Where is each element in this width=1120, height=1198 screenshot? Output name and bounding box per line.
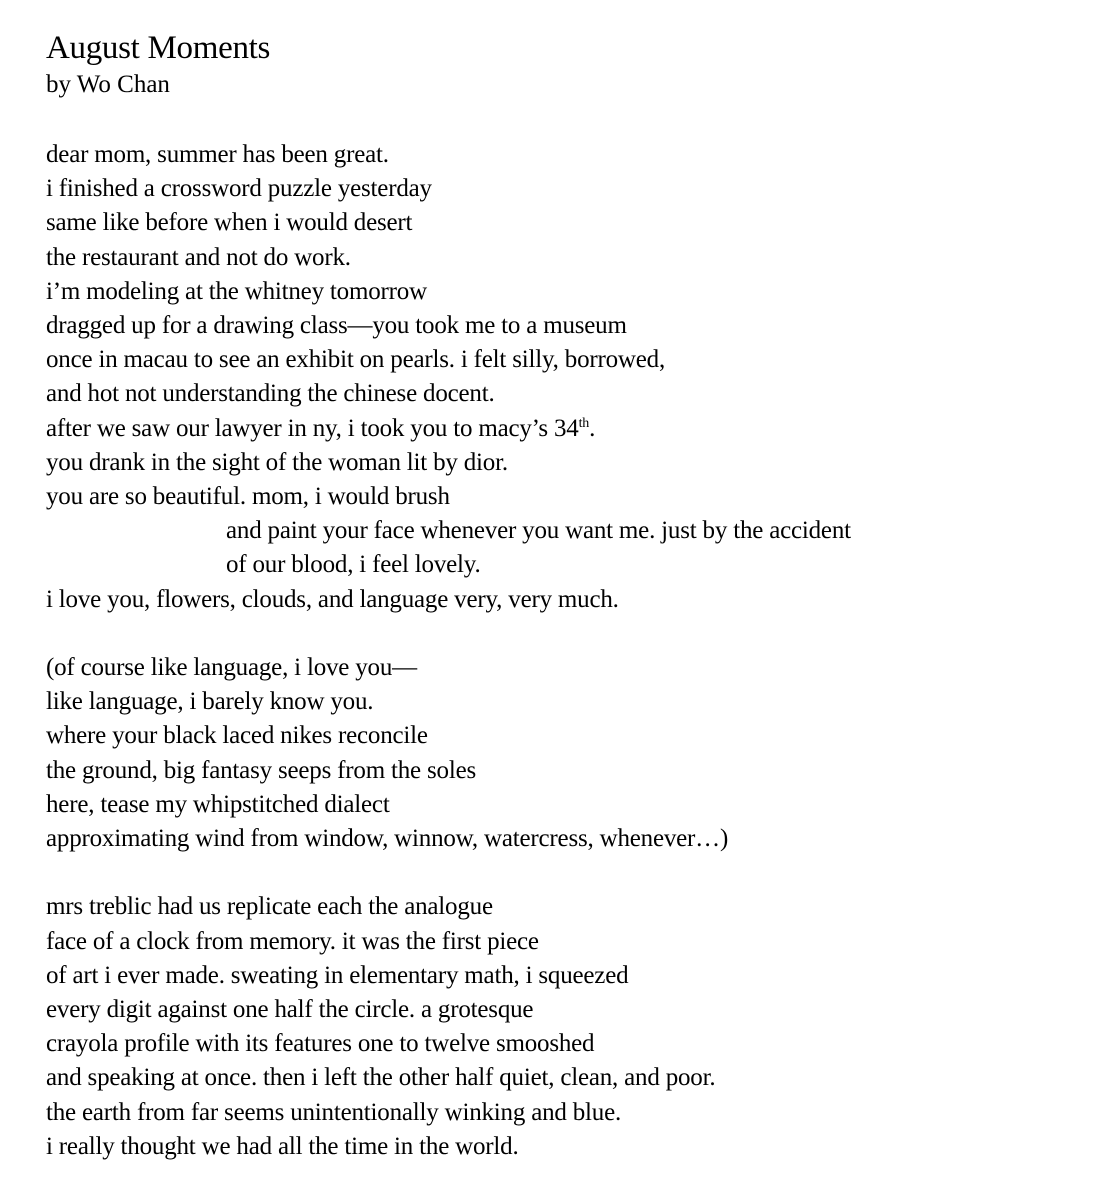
stanza-break — [46, 617, 1086, 651]
poem-line: like language, i barely know you. — [46, 688, 374, 716]
poem-line: every digit against one half the circle. a grotesque — [46, 996, 534, 1024]
poem-line: i really thought we had all the time in the world. — [46, 1132, 519, 1160]
poem-line: here, tease my whipstitched dialect — [46, 790, 390, 818]
poem-byline: by Wo Chan — [46, 71, 170, 98]
poem-line: and hot not understanding the chinese docent. — [46, 380, 495, 408]
poem-line: the ground, big fantasy seeps from the soles — [46, 756, 476, 784]
poem-line: i love you, flowers, clouds, and language very, very much. — [46, 585, 619, 613]
poem-line: i’m modeling at the whitney tomorrow — [46, 277, 427, 305]
stanza-break — [46, 856, 1086, 890]
poem-line: you drank in the sight of the woman lit by dior. — [46, 448, 508, 476]
stanza-2 — [46, 651, 1086, 856]
poem-line: mrs treblic had us replicate each the analogue — [46, 893, 493, 921]
poem-line: face of a clock from memory. it was the first piece — [46, 927, 539, 955]
poem-line: approximating wind from window, winnow, watercress, whenever…) — [46, 825, 729, 853]
poem-line: you are so beautiful. mom, i would brush — [46, 483, 450, 511]
poem-line-indented: and paint your face whenever you want me. just by the accident — [226, 517, 851, 545]
poem-title: August Moments — [46, 30, 271, 66]
poem-line: once in macau to see an exhibit on pearls. i felt silly, borrowed, — [46, 346, 666, 374]
poem-line: i finished a crossword puzzle yesterday — [46, 175, 432, 203]
stanza-3 — [46, 890, 1086, 1164]
poem-page — [46, 28, 1086, 1164]
poem-line-text: after we saw our lawyer in ny, i took you to macy’s 34 — [46, 414, 579, 442]
ordinal-superscript: th — [578, 415, 590, 431]
poem-line: dear mom, summer has been great. — [46, 141, 389, 168]
poem-line: crayola profile with its features one to twelve smooshed — [46, 1030, 595, 1058]
poem-line: and speaking at once. then i left the other half quiet, clean, and poor. — [46, 1064, 716, 1092]
stanza-break — [46, 102, 1086, 138]
poem-line: where your black laced nikes reconcile — [46, 722, 428, 750]
poem-line-period: . — [589, 414, 596, 442]
poem-line: same like before when i would desert — [46, 209, 413, 237]
stanza-1 — [46, 138, 1086, 617]
poem-line: (of course like language, i love you— — [46, 654, 417, 682]
poem-line: dragged up for a drawing class—you took me to a museum — [46, 312, 627, 340]
poem-line: of art i ever made. sweating in elementary math, i squeezed — [46, 961, 629, 989]
poem-line-indented: of our blood, i feel lovely. — [226, 551, 481, 579]
poem-line-superscript — [46, 412, 1086, 446]
poem-line: the restaurant and not do work. — [46, 243, 351, 271]
poem-line: the earth from far seems unintentionally winking and blue. — [46, 1098, 622, 1126]
